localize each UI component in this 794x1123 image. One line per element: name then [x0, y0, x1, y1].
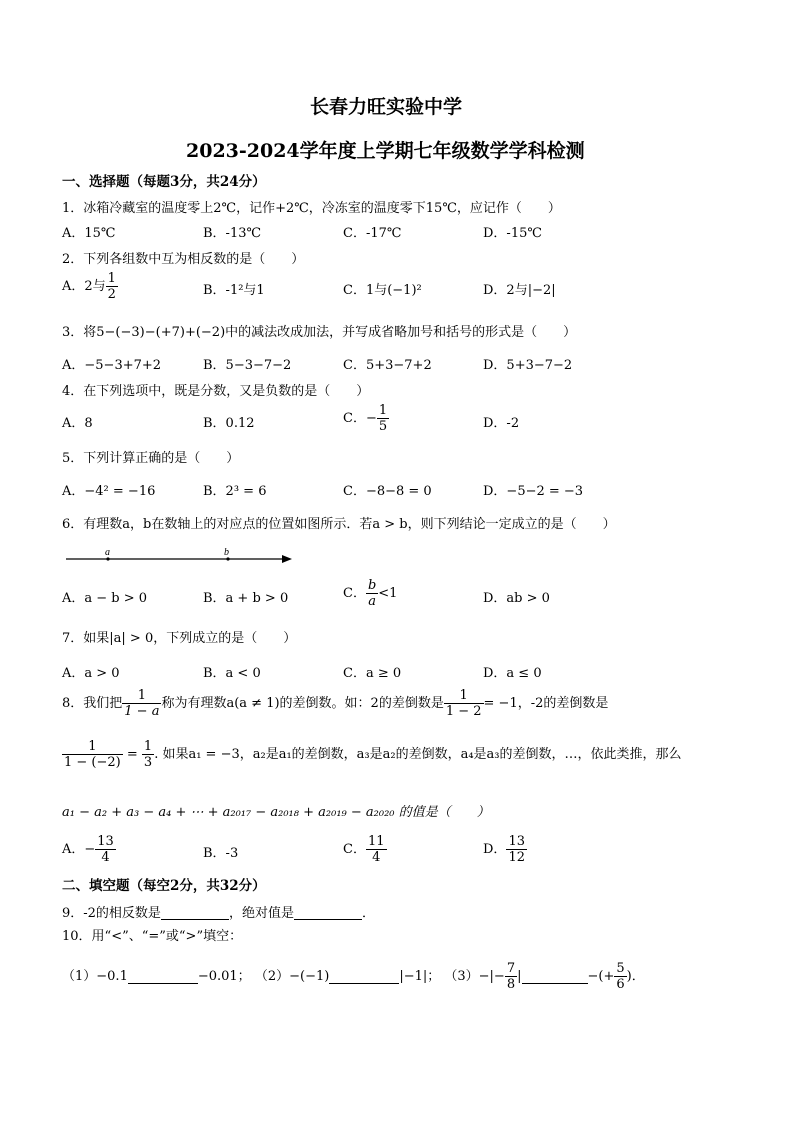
fraction-numerator: b [367, 578, 377, 593]
label-b: b [224, 547, 229, 558]
fraction-denominator: 1 − 2 [445, 704, 482, 719]
section2-title: 二、填空题（每空2分，共32分） [62, 878, 266, 894]
q7-option-c: C．a ≥ 0 [343, 666, 402, 681]
fraction-denominator: 2 [107, 287, 116, 302]
q1-option-c: C．-17℃ [343, 226, 402, 241]
q6-stem: 6．有理数a，b在数轴上的对应点的位置如图所示．若a > b，则下列结论一定成立的是（ ） [62, 517, 616, 532]
fraction-denominator: 4 [101, 850, 110, 865]
q1-option-a: A．15℃ [62, 226, 116, 241]
school-name: 长春力旺实验中学 [310, 96, 463, 118]
q2-option-a: A．2与 $\frac{1}{2}$ [62, 271, 116, 302]
fraction-numerator: 1 [122, 689, 161, 704]
q2-stem: 2．下列各组数中互为相反数的是（ ） [62, 252, 305, 267]
q1-stem: 1．冰箱冷藏室的温度零上2℃，记作+2℃，冷冻室的温度零下15℃，应记作（ ） [62, 201, 561, 216]
answer-blank-1[interactable] [161, 905, 229, 920]
fraction-numerator: 11 [367, 834, 385, 849]
q4-option-b: B．0.12 [203, 416, 255, 431]
answer-blank-p2[interactable] [329, 969, 399, 984]
q3-stem: 3．将5−(−3)−(+7)+(−2)中的减法改成加法，并写成省略加号和括号的形式是（ ） [62, 325, 577, 340]
q4-option-d: D．-2 [483, 416, 520, 431]
section1-title: 一、选择题（每题3分，共24分） [62, 174, 266, 190]
q10-parts: （1）−0.1 −0.01； （2）−(−1) |−1|； （3）−|− $\frac{7}{8}$ | −(+ $\frac{5}{6}$ )． [62, 961, 645, 992]
q2-option-d: D．2与|−2| [483, 283, 556, 298]
q2-option-c: C．1与(−1)² [343, 283, 422, 298]
number-line [62, 544, 298, 568]
q6-option-c: C． $\frac{b}{a}$ <1 [343, 578, 398, 609]
q7-option-b: B．a < 0 [203, 666, 261, 681]
q2-option-b: B．-1²与1 [203, 283, 265, 298]
q8-option-d: D． $\frac{13}{12}$ [483, 834, 525, 865]
q3-option-d: D．5+3−7−2 [483, 358, 573, 373]
exam-title: 2023-2024学年度上学期七年级数学学科检测 [186, 140, 585, 162]
answer-blank-p3[interactable] [522, 969, 588, 984]
q7-option-d: D．a ≤ 0 [483, 666, 542, 681]
q5-option-b: B．2³ = 6 [203, 484, 267, 499]
q3-option-b: B．5−3−7−2 [203, 358, 292, 373]
answer-blank-2[interactable] [294, 905, 362, 920]
fraction-numerator: 7 [506, 961, 516, 976]
fraction-denominator: 8 [506, 977, 516, 992]
fraction-denominator: 5 [378, 419, 388, 434]
q3-option-c: C．5+3−7+2 [343, 358, 432, 373]
q4-stem: 4．在下列选项中，既是分数，又是负数的是（ ） [62, 384, 370, 399]
fraction-denominator: a [368, 594, 376, 609]
fraction-numerator: 1 [107, 271, 116, 286]
q5-stem: 5．下列计算正确的是（ ） [62, 451, 240, 466]
fraction-denominator: 3 [143, 755, 153, 770]
fraction-denominator: 1 − (−2) [64, 755, 121, 770]
q8-stem-line1: 8．我们把 $\frac{1}{1 - a}$ 称为有理数a(a ≠ 1)的差倒数。如：2的差倒数是 $\frac{1}{1 - 2}$ = −1，-2的差倒数是 [62, 688, 609, 719]
q1-option-d: D．-15℃ [483, 226, 542, 241]
arrow-right-icon [282, 555, 292, 563]
fraction-numerator: 1 [378, 403, 388, 418]
q7-stem: 7．如果|a| > 0，下列成立的是（ ） [62, 631, 297, 646]
fraction-numerator: 13 [508, 834, 525, 849]
q7-option-a: A．a > 0 [62, 666, 120, 681]
q6-option-b: B．a + b > 0 [203, 591, 289, 606]
q5-option-a: A．−4² = −16 [62, 484, 156, 499]
fraction-numerator: 1 [444, 689, 484, 704]
fraction-denominator: 6 [616, 977, 625, 992]
q1-option-b: B．-13℃ [203, 226, 262, 241]
fraction-denominator: 12 [508, 850, 525, 865]
q5-option-c: C．−8−8 = 0 [343, 484, 432, 499]
label-a: a [105, 547, 110, 558]
fraction-numerator: 5 [616, 961, 625, 976]
q4-option-a: A．8 [62, 416, 93, 431]
q6-option-a: A．a − b > 0 [62, 591, 148, 606]
answer-blank-p1[interactable] [128, 969, 198, 984]
q3-option-a: A．−5−3+7+2 [62, 358, 162, 373]
q8-stem-line3: a₁ − a₂ + a₃ − a₄ + ⋯ + a₂₀₁₇ − a₂₀₁₈ + a₂₀₁₉ − a₂₀₂₀ 的值是（ ） [62, 805, 490, 820]
q6-option-d: D．ab > 0 [483, 591, 550, 606]
q8-option-a: A．− $\frac{13}{4}$ [62, 834, 114, 865]
q4-option-c: C．− $\frac{1}{5}$ [343, 403, 388, 434]
fraction-denominator: 4 [372, 850, 381, 865]
fraction-numerator: 13 [97, 834, 114, 849]
q10-stem: 10．用“<”、“=”或“>”填空： [62, 929, 243, 944]
fraction-numerator: 1 [62, 740, 123, 755]
q8-option-c: C． $\frac{11}{4}$ [343, 834, 385, 865]
fraction-denominator: 1 − a [124, 704, 160, 719]
fraction-numerator: 1 [143, 739, 153, 754]
q8-stem-line2: $\frac{1}{1 - (-2)}$ = $\frac{1}{3}$ . 如果a₁ = −3，a₂是a₁的差倒数，a₃是a₂的差倒数，a₄是a₃的差倒数，…，依此类推，那么 [64, 739, 682, 770]
q8-option-b: B．-3 [203, 846, 239, 861]
q5-option-d: D．−5−2 = −3 [483, 484, 584, 499]
q9-stem: 9．-2的相反数是 ，绝对值是 ． [62, 906, 375, 921]
